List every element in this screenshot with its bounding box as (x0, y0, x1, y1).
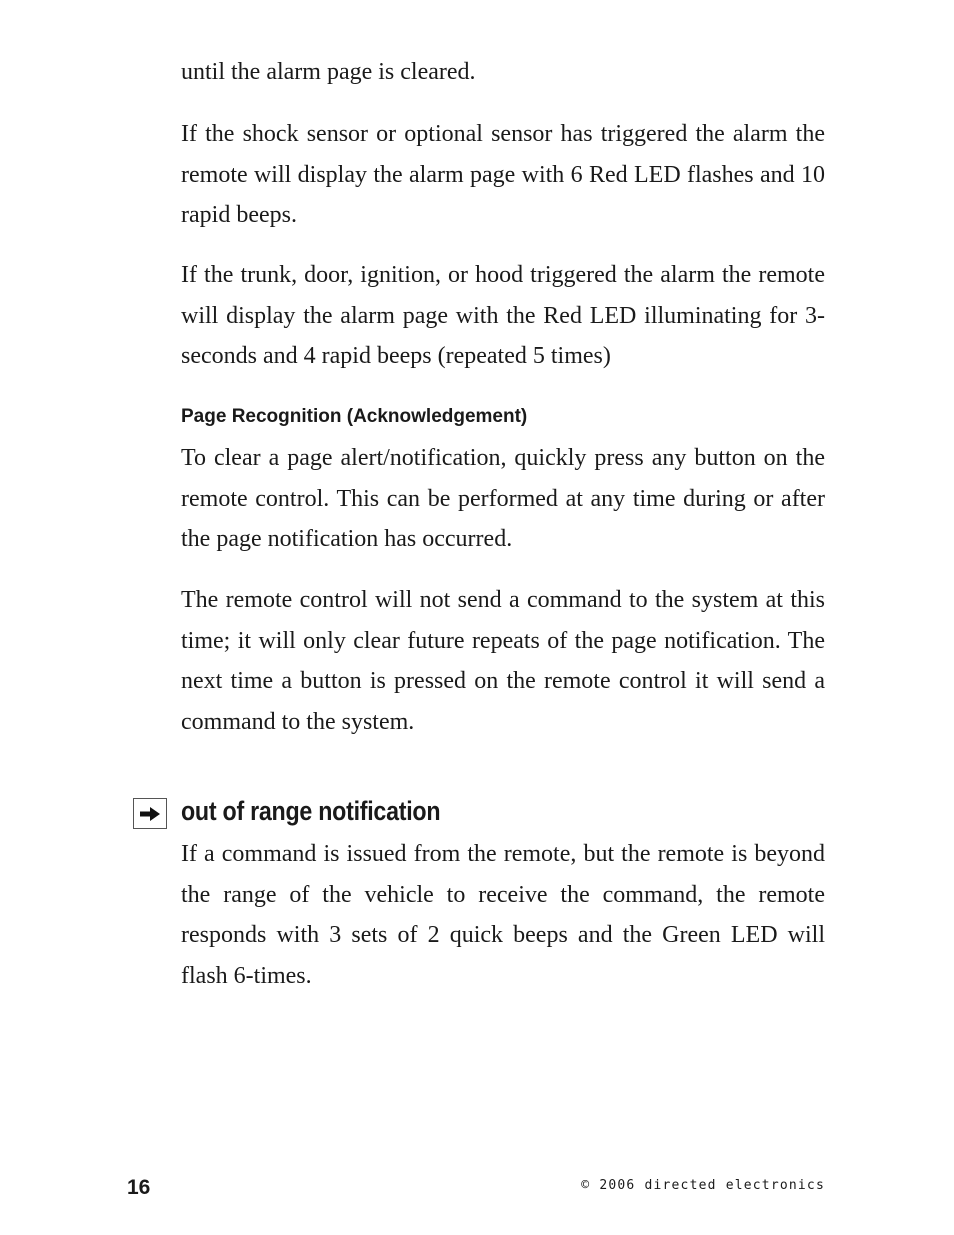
page-number: 16 (127, 1176, 151, 1199)
paragraph-alarm-cleared: until the alarm page is cleared. (181, 59, 476, 85)
paragraph-clear-page: To clear a page alert/notification, quickly press any button on the remote control. This can be performed at any time during or after the page notification has occurred. (181, 445, 825, 552)
copyright-text: © 2006 directed electronics (581, 1178, 825, 1193)
paragraph-trunk-door: If the trunk, door, ignition, or hood triggered the alarm the remote will display the alarm page with the Red LED illuminating for 3-seconds and 4 rapid beeps (repeated 5 times) (181, 262, 825, 369)
paragraph-shock-sensor: If the shock sensor or optional sensor has triggered the alarm the remote will display the alarm page with 6 Red LED flashes and 10 rapid beeps. (181, 121, 825, 228)
subheading-page-recognition: Page Recognition (Acknowledgement) (181, 406, 528, 427)
arrow-right-icon (133, 798, 167, 829)
paragraph-no-command: The remote control will not send a command to the system at this time; it will only clear future repeats of the page notification. The next time a button is pressed on the remote control it will send a command to the system. (181, 587, 825, 735)
paragraph-out-of-range: If a command is issued from the remote, but the remote is beyond the range of the vehicle to receive the command, the remote responds with 3 sets of 2 quick beeps and the Green LED will flash 6-times. (181, 841, 825, 989)
section-title-out-of-range: out of range notification (181, 796, 441, 826)
